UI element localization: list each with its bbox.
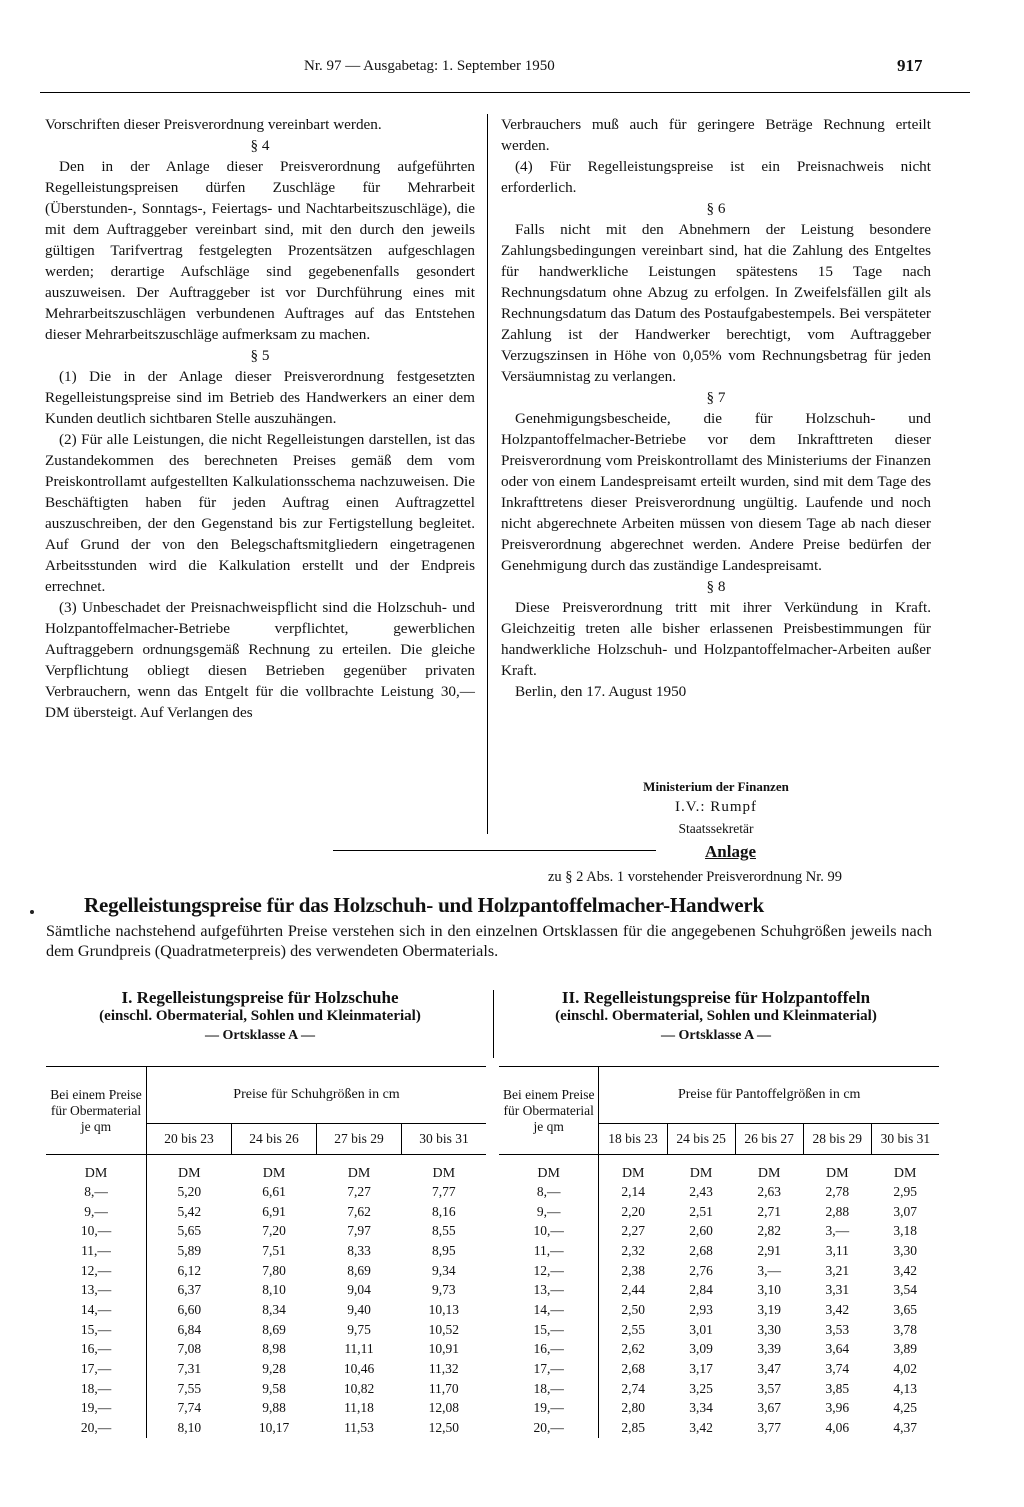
price-cell: 2,91 <box>757 1242 781 1258</box>
section-heading: § 7 <box>706 389 726 406</box>
price-cell: 6,61 <box>262 1183 286 1199</box>
price-cell: 9,34 <box>431 1262 456 1278</box>
price-cell: 2,95 <box>893 1183 917 1199</box>
base-price-cell: 17,— <box>499 1359 599 1379</box>
price-cell: 2,14 <box>621 1183 646 1199</box>
price-cell: 2,20 <box>621 1203 646 1219</box>
table-row <box>499 1300 939 1320</box>
unit-label: DM <box>871 1155 939 1183</box>
price-cell: 5,65 <box>177 1223 202 1239</box>
base-price-cell: 20,— <box>499 1418 599 1438</box>
table-row <box>46 1261 486 1281</box>
size-column-header: 18 bis 23 <box>599 1124 667 1155</box>
base-price-cell: 14,— <box>46 1300 147 1320</box>
table-row <box>499 1399 939 1419</box>
table-row <box>46 1221 486 1241</box>
price-cell: 5,20 <box>177 1183 202 1199</box>
unit-label: DM <box>803 1155 871 1183</box>
price-cell: 6,12 <box>177 1262 202 1278</box>
table-row <box>46 1399 486 1419</box>
price-cell: 3,74 <box>825 1361 850 1377</box>
price-cell: 2,88 <box>825 1203 850 1219</box>
price-cell: 3,39 <box>757 1341 781 1357</box>
section-rule <box>333 850 656 851</box>
base-price-cell: 11,— <box>46 1241 147 1261</box>
base-price-cell: 18,— <box>499 1379 599 1399</box>
price-cell: 9,40 <box>347 1301 371 1317</box>
size-group-header: Preise für Schuhgrößen in cm <box>147 1067 487 1124</box>
price-cell: 3,64 <box>825 1341 850 1357</box>
price-cell: 11,53 <box>344 1420 374 1436</box>
price-cell: 7,31 <box>177 1361 202 1377</box>
base-price-cell: 19,— <box>499 1399 599 1419</box>
price-cell: 3,— <box>757 1262 781 1278</box>
base-price-cell: 17,— <box>46 1359 147 1379</box>
size-column-header: 28 bis 29 <box>803 1124 871 1155</box>
signature-role: Staatssekretär <box>678 821 754 836</box>
base-price-cell: 14,— <box>499 1300 599 1320</box>
price-cell: 6,91 <box>262 1203 286 1219</box>
price-cell: 4,37 <box>893 1420 917 1436</box>
unit-label: DM <box>147 1155 232 1183</box>
table-row <box>499 1241 939 1261</box>
size-column-header: 27 bis 29 <box>317 1124 402 1155</box>
price-cell: 10,82 <box>343 1380 375 1396</box>
paragraph: Vorschriften dieser Preisverordnung vereinbart werden. <box>45 116 382 133</box>
price-cell: 9,75 <box>347 1321 371 1337</box>
table-row <box>499 1280 939 1300</box>
table-row <box>499 1359 939 1379</box>
base-price-cell: 15,— <box>499 1320 599 1340</box>
price-cell: 3,11 <box>825 1242 849 1258</box>
price-cell: 3,42 <box>825 1301 850 1317</box>
price-cell: 5,42 <box>177 1203 202 1219</box>
price-cell: 3,89 <box>893 1341 917 1357</box>
price-cell: 3,07 <box>893 1203 917 1219</box>
price-cell: 4,02 <box>893 1361 917 1377</box>
price-cell: 3,78 <box>893 1321 917 1337</box>
unit-label: DM <box>599 1155 667 1183</box>
price-cell: 3,96 <box>825 1400 850 1416</box>
table-row <box>499 1202 939 1222</box>
table-row <box>46 1202 486 1222</box>
anlage-reference: zu § 2 Abs. 1 vorstehender Preisverordnung Nr. 99 <box>548 869 842 885</box>
header-rule <box>40 92 970 93</box>
margin-dot <box>30 910 34 914</box>
base-price-cell: 15,— <box>46 1320 147 1340</box>
price-cell: 9,58 <box>262 1380 286 1396</box>
size-column-header: 30 bis 31 <box>402 1124 487 1155</box>
paragraph: Berlin, den 17. August 1950 <box>515 683 687 700</box>
price-cell: 3,19 <box>757 1301 781 1317</box>
price-cell: 2,50 <box>621 1301 646 1317</box>
section-heading: § 5 <box>250 347 270 364</box>
paragraph: Verbrauchers muß auch für geringere Beträge Rechnung erteilt werden. <box>501 116 931 154</box>
price-cell: 3,67 <box>757 1400 781 1416</box>
right-text-column <box>501 114 931 702</box>
price-cell: 3,30 <box>757 1321 781 1337</box>
table-right-heading <box>496 988 936 1044</box>
base-price-column-header: Bei einem Preise für Obermaterial je qm <box>46 1067 147 1155</box>
price-cell: 2,60 <box>689 1223 713 1239</box>
price-cell: 2,68 <box>621 1361 646 1377</box>
price-cell: 3,47 <box>757 1361 781 1377</box>
price-cell: 2,84 <box>689 1282 713 1298</box>
anlage-title: Anlage <box>705 842 756 861</box>
section-heading: § 8 <box>706 578 726 595</box>
paragraph: (4) Für Regelleistungspreise ist ein Preisnachweis nicht erforderlich. <box>501 158 931 196</box>
tables-heading-divider <box>493 990 494 1058</box>
price-cell: 3,85 <box>825 1380 850 1396</box>
price-cell: 6,37 <box>177 1282 202 1298</box>
base-price-cell: 12,— <box>499 1261 599 1281</box>
price-cell: 2,44 <box>621 1282 646 1298</box>
price-cell: 2,51 <box>689 1203 713 1219</box>
base-price-cell: 12,— <box>46 1261 147 1281</box>
signature-ministry: Ministerium der Finanzen <box>643 779 789 794</box>
price-cell: 11,70 <box>428 1380 459 1396</box>
base-price-cell: 13,— <box>46 1280 147 1300</box>
price-cell: 3,42 <box>893 1262 917 1278</box>
paragraph: Falls nicht mit den Abnehmern der Leistung besondere Zahlungsbedingungen vereinbart sind, hat die Zahlung des Entgeltes für handwerkliche Leistungen spätestens 15 Tage nach Rechnungsdatum ohne Abzug zu erfolgen. In Zweifelsfällen gilt als Rechnungsdatum das Datum des Postaufgabestempels. Bei verspäteter Zahlung ist der Handwerker berechtigt, vom Auftraggeber Verzugszinsen in Höhe von 0,05% vom Rechnungsbetrag für jeden Versäumnistag zu verlangen. <box>501 221 931 385</box>
table-row <box>499 1320 939 1340</box>
base-price-column-header: Bei einem Preise für Obermaterial je qm <box>499 1067 599 1155</box>
price-cell: 6,84 <box>177 1321 202 1337</box>
base-price-cell: 8,— <box>499 1182 599 1202</box>
price-cell: 7,77 <box>431 1183 456 1199</box>
table-row <box>499 1418 939 1438</box>
price-cell: 7,97 <box>347 1223 371 1239</box>
price-cell: 11,32 <box>428 1361 459 1377</box>
table-right-subtitle: (einschl. Obermaterial, Sohlen und Kleinmaterial) <box>555 1008 877 1024</box>
column-divider <box>487 114 488 834</box>
price-cell: 10,13 <box>428 1301 459 1317</box>
price-cell: 7,51 <box>262 1242 286 1258</box>
price-cell: 10,52 <box>428 1321 459 1337</box>
size-group-header: Preise für Pantoffelgrößen in cm <box>599 1067 939 1124</box>
price-cell: 7,20 <box>262 1223 286 1239</box>
price-cell: 10,91 <box>428 1341 459 1357</box>
table-row <box>46 1241 486 1261</box>
section-heading: § 4 <box>250 137 270 154</box>
price-cell: 2,27 <box>621 1223 646 1239</box>
price-cell: 8,33 <box>347 1242 371 1258</box>
table-left-title: I. Regelleistungspreise für Holzschuhe <box>121 988 399 1007</box>
price-cell: 3,10 <box>757 1282 781 1298</box>
size-column-header: 24 bis 26 <box>232 1124 317 1155</box>
table-right-ortsklasse: — Ortsklasse A — <box>660 1028 772 1043</box>
unit-label: DM <box>317 1155 402 1183</box>
price-cell: 3,77 <box>757 1420 781 1436</box>
table-row <box>46 1300 486 1320</box>
paragraph: (1) Die in der Anlage dieser Preisverordnung festgesetzten Regelleistungspreise sind im Betrieb des Handwerkers an einer dem Kunden deutlich sichtbaren Stelle auszuhängen. <box>45 368 475 427</box>
price-cell: 2,38 <box>621 1262 646 1278</box>
price-cell: 10,46 <box>343 1361 375 1377</box>
anlage-main-title: Regelleistungspreise für das Holzschuh- und Holzpantoffelmacher-Handwerk <box>84 893 764 917</box>
price-cell: 2,32 <box>621 1242 646 1258</box>
price-cell: 3,18 <box>893 1223 917 1239</box>
price-cell: 3,21 <box>825 1262 850 1278</box>
paragraph: Den in der Anlage dieser Preisverordnung aufgeführten Regelleistungspreisen dürfen Zuschläge für Mehrarbeit (Überstunden-, Sonntags-, Feiertags- und Nachtarbeitszuschläge), die mit dem Auftraggeber vereinbart sind, mit den durch den jeweils gültigen Tarifvertrag festgelegten Prozentsätzen aufgeschlagen werden; derartige Aufschläge sind gegebenenfalls gesondert auszuweisen. Der Auftraggeber ist vor Durchführung eines mit Mehrarbeitszuschlägen verbundenen Auftrages auf das Entstehen dieser Mehrarbeitszuschläge aufmerksam zu machen. <box>45 158 475 343</box>
base-price-cell: 10,— <box>499 1221 599 1241</box>
size-column-header: 20 bis 23 <box>147 1124 232 1155</box>
base-price-cell: 16,— <box>499 1340 599 1360</box>
unit-label: DM <box>667 1155 735 1183</box>
price-cell: 11,11 <box>344 1341 374 1357</box>
price-cell: 8,95 <box>431 1242 456 1258</box>
unit-label: DM <box>735 1155 803 1183</box>
price-cell: 3,30 <box>893 1242 917 1258</box>
table-row <box>46 1280 486 1300</box>
base-price-cell: 9,— <box>499 1202 599 1222</box>
price-cell: 8,10 <box>177 1420 202 1436</box>
price-cell: 7,27 <box>347 1183 371 1199</box>
price-cell: 9,28 <box>262 1361 286 1377</box>
price-cell: 2,76 <box>689 1262 713 1278</box>
price-cell: 2,78 <box>825 1183 850 1199</box>
paragraph: (3) Unbeschadet der Preisnachweispflicht sind die Holzschuh- und Holzpantoffelmacher-Betriebe verpflichtet, gewerblichen Auftraggebern ordnungsgemäß Rechnung zu erteilen. Die gleiche Verpflichtung obliegt diesen Betrieben gegenüber privaten Verbrauchern, wenn das Entgelt für die vollbrachte Leistung 30,— DM übersteigt. Auf Verlangen des <box>45 599 475 721</box>
price-cell: 3,09 <box>689 1341 713 1357</box>
price-cell: 10,17 <box>258 1420 290 1436</box>
section-heading: § 6 <box>706 200 726 217</box>
table-row <box>499 1221 939 1241</box>
price-cell: 12,08 <box>428 1400 459 1416</box>
price-cell: 2,80 <box>621 1400 646 1416</box>
table-row <box>46 1320 486 1340</box>
price-cell: 4,13 <box>893 1380 917 1396</box>
left-text-column <box>45 114 475 723</box>
price-cell: 2,71 <box>757 1203 781 1219</box>
price-cell: 2,74 <box>621 1380 646 1396</box>
base-price-cell: 11,— <box>499 1241 599 1261</box>
price-cell: 2,55 <box>621 1321 646 1337</box>
table-row <box>499 1182 939 1202</box>
price-cell: 2,62 <box>621 1341 646 1357</box>
holzpantoffeln-price-table <box>499 1066 939 1438</box>
price-cell: 7,55 <box>177 1380 202 1396</box>
price-cell: 8,69 <box>347 1262 371 1278</box>
unit-label: DM <box>402 1155 487 1183</box>
price-cell: 9,73 <box>431 1282 456 1298</box>
price-cell: 5,89 <box>177 1242 202 1258</box>
base-price-cell: 18,— <box>46 1379 147 1399</box>
size-column-header: 30 bis 31 <box>871 1124 939 1155</box>
table-left-subtitle: (einschl. Obermaterial, Sohlen und Kleinmaterial) <box>99 1008 421 1024</box>
base-price-cell: 9,— <box>46 1202 147 1222</box>
price-cell: 3,34 <box>689 1400 713 1416</box>
price-cell: 7,80 <box>262 1262 286 1278</box>
issue-header: Nr. 97 — Ausgabetag: 1. September 1950 <box>304 58 555 74</box>
price-cell: 8,16 <box>431 1203 456 1219</box>
price-cell: 3,— <box>825 1223 850 1239</box>
table-left-heading <box>40 988 480 1044</box>
price-cell: 3,01 <box>689 1321 713 1337</box>
page-number: 917 <box>897 56 923 75</box>
price-cell: 2,43 <box>689 1183 713 1199</box>
holzschuhe-price-table <box>46 1066 486 1438</box>
base-price-cell: 13,— <box>499 1280 599 1300</box>
price-cell: 8,55 <box>431 1223 456 1239</box>
price-cell: 7,62 <box>347 1203 371 1219</box>
price-cell: 2,93 <box>689 1301 713 1317</box>
price-cell: 7,74 <box>177 1400 202 1416</box>
table-row <box>46 1379 486 1399</box>
price-cell: 8,69 <box>262 1321 286 1337</box>
price-cell: 12,50 <box>428 1420 459 1436</box>
size-column-header: 24 bis 25 <box>667 1124 735 1155</box>
paragraph: Genehmigungsbescheide, die für Holzschuh- und Holzpantoffelmacher-Betriebe vor dem Inkrafttreten dieser Preisverordnung vom Preiskontrollamt des Ministeriums der Finanzen oder von einem Landespreisamt erteilt wurden, sind mit dem Tage des Inkrafttretens dieser Preisverordnung ungültig. Laufende und noch nicht abgerechnete Arbeiten müssen von diesem Tage ab nach dieser Preisverordnung abgerechnet werden. Andere Preise bedürfen der Genehmigung durch das zuständige Landespreisamt. <box>501 410 931 574</box>
signature-block <box>501 776 931 839</box>
signature-name: I.V.: Rumpf <box>675 799 757 815</box>
paragraph: (2) Für alle Leistungen, die nicht Regelleistungen darstellen, ist das Zustandekommen des berechneten Preises gemäß dem vom Preiskontrollamt aufgestellten Kalkulationsschema nachzuweisen. Die Beschäftigten haben für jeden Auftrag einen Auftragzettel auszuschreiben, der den Gegenstand bis zur Fertigstellung begleitet. Auf Grund der von den Belegschaftsmitgliedern eingetragenen Arbeitsstunden wird die Kalkulation erstellt und der Endpreis errechnet. <box>45 431 475 595</box>
size-column-header: 26 bis 27 <box>735 1124 803 1155</box>
price-cell: 9,88 <box>262 1400 286 1416</box>
table-row <box>499 1340 939 1360</box>
anlage-intro: Sämtliche nachstehend aufgeführten Preise verstehen sich in den einzelnen Ortsklassen für die angegebenen Schuhgrößen jeweils nach dem Grundpreis (Quadratmeterpreis) des verwendeten Obermaterials. <box>46 922 932 960</box>
base-price-cell: 19,— <box>46 1399 147 1419</box>
price-cell: 9,04 <box>347 1282 371 1298</box>
unit-label: DM <box>499 1155 599 1183</box>
price-cell: 3,54 <box>893 1282 917 1298</box>
table-row <box>46 1418 486 1438</box>
table-left-ortsklasse: — Ortsklasse A — <box>204 1028 316 1043</box>
price-cell: 3,57 <box>757 1380 781 1396</box>
table-row <box>46 1182 486 1202</box>
price-cell: 8,98 <box>262 1341 286 1357</box>
unit-label: DM <box>46 1155 147 1183</box>
price-cell: 2,63 <box>757 1183 781 1199</box>
unit-label: DM <box>232 1155 317 1183</box>
table-row <box>499 1261 939 1281</box>
price-cell: 3,31 <box>825 1282 850 1298</box>
price-cell: 4,06 <box>825 1420 850 1436</box>
table-row <box>499 1379 939 1399</box>
price-cell: 8,10 <box>262 1282 286 1298</box>
table-row <box>46 1359 486 1379</box>
paragraph: Diese Preisverordnung tritt mit ihrer Verkündung in Kraft. Gleichzeitig treten alle bisher erlassenen Preisbestimmungen für handwerkliche Holzschuh- und Holzpantoffelmacher-Arbeiten außer Kraft. <box>501 599 931 679</box>
price-cell: 4,25 <box>893 1400 917 1416</box>
base-price-cell: 16,— <box>46 1340 147 1360</box>
price-cell: 3,17 <box>689 1361 713 1377</box>
price-cell: 3,53 <box>825 1321 850 1337</box>
base-price-cell: 8,— <box>46 1182 147 1202</box>
price-cell: 3,42 <box>689 1420 713 1436</box>
price-cell: 6,60 <box>177 1301 202 1317</box>
price-cell: 2,82 <box>757 1223 781 1239</box>
price-cell: 11,18 <box>344 1400 374 1416</box>
price-cell: 8,34 <box>262 1301 286 1317</box>
table-right-title: II. Regelleistungspreise für Holzpantoffeln <box>561 988 871 1007</box>
table-row <box>46 1340 486 1360</box>
price-cell: 2,85 <box>621 1420 646 1436</box>
base-price-cell: 10,— <box>46 1221 147 1241</box>
price-cell: 7,08 <box>177 1341 202 1357</box>
base-price-cell: 20,— <box>46 1418 147 1438</box>
price-cell: 3,65 <box>893 1301 917 1317</box>
price-cell: 2,68 <box>689 1242 713 1258</box>
price-cell: 3,25 <box>689 1380 713 1396</box>
